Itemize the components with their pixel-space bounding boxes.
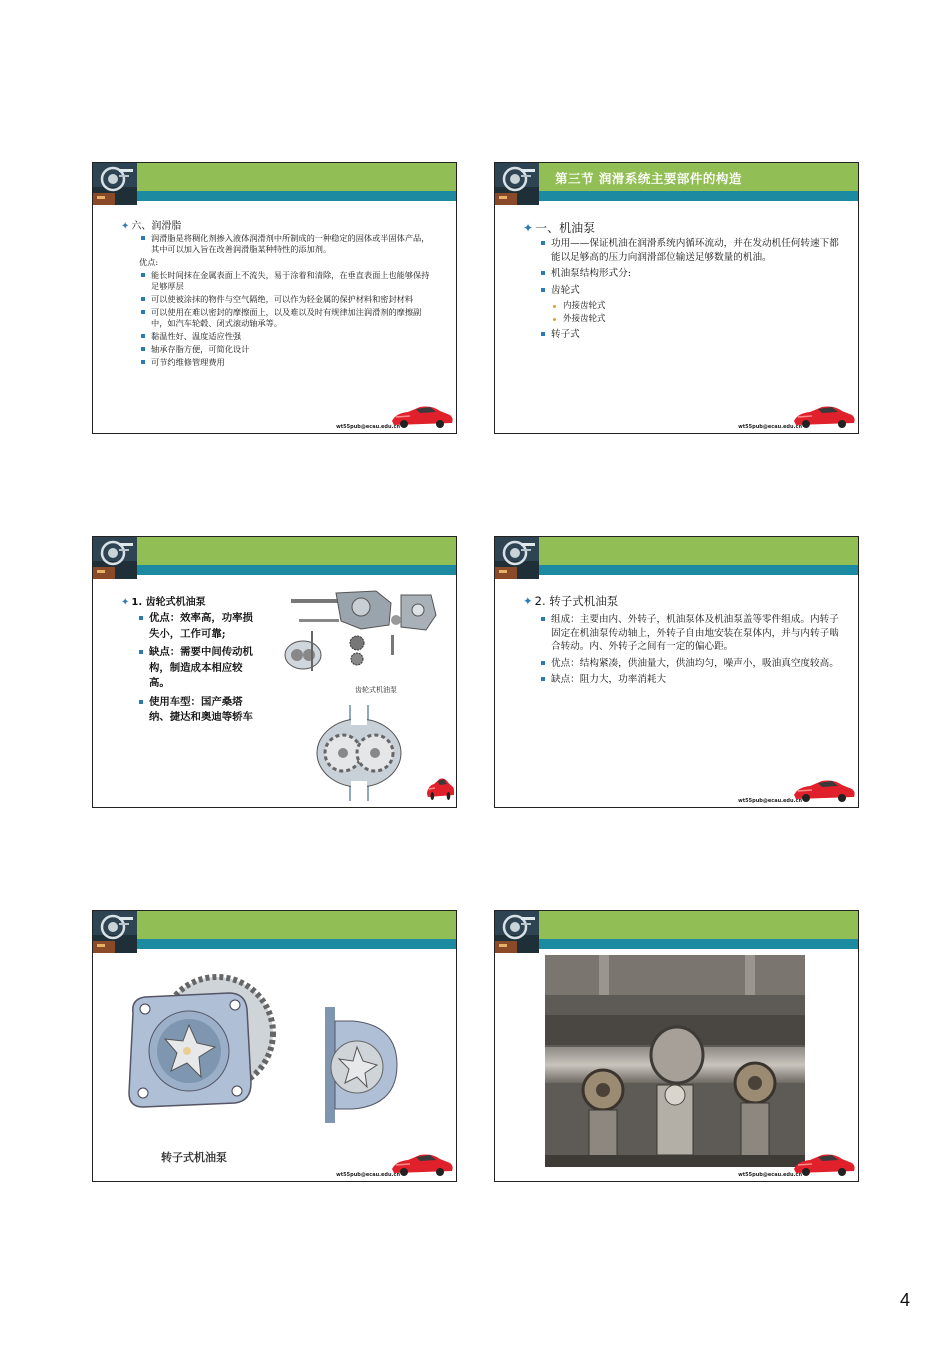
list-item: 黏温性好、温度适应性强: [139, 331, 437, 342]
list-item: 可节约维修管理费用: [139, 357, 437, 368]
header-teal-bar: [539, 939, 858, 949]
heading-text: 六、润滑脂: [131, 221, 182, 232]
rotor-pump-image: [121, 963, 281, 1143]
logo-icon: [93, 163, 137, 205]
content-area: [539, 613, 841, 690]
list-item: 能长时间抹在金属表面上不流失，易于涂着和清除，在垂直表面上也能够保持足够厚层: [139, 270, 437, 292]
content-area: [539, 237, 839, 345]
list-item: 使用车型：国产桑塔纳、捷达和奥迪等轿车: [137, 695, 263, 726]
list-item: 润滑脂是将稠化剂掺入液体润滑剂中所制成的一种稳定的固体或半固体产品，其中可以加入旨在改善润滑脂某种特性的添加剂。: [139, 233, 437, 255]
slide-title: 第三节 润滑系统主要部件的构造: [555, 171, 742, 186]
diamond-bullet-icon: ✦: [121, 221, 130, 232]
list-item: 优点：效率高，功率损失小，工作可靠;: [137, 611, 263, 642]
list-item: 功用——保证机油在润滑系统内循环流动，并在发动机任何转速下都能以足够高的压力向润滑部位输送足够数量的机油。: [539, 237, 839, 264]
list-item: 可以使用在难以密封的摩擦面上，以及难以及时有规律加注润滑剂的摩擦副中，如汽车轮毂、闭式滚动轴承等。: [139, 307, 437, 329]
rotor-pump-section-image: [323, 1007, 403, 1123]
header-teal-bar: [137, 565, 456, 575]
sub-list-item: 内接齿轮式: [549, 300, 839, 313]
engine-valvetrain-photo: [545, 955, 805, 1167]
footer-email: wt55pub@ecau.edu.cn: [336, 424, 400, 430]
header-green-bar: [137, 911, 456, 939]
header-green-bar: [539, 911, 858, 939]
header-green-bar: [137, 537, 456, 565]
slide-5: [92, 910, 457, 1182]
heading-text: 1. 齿轮式机油泵: [131, 597, 206, 608]
car-icon: [792, 775, 856, 803]
logo-icon: [495, 911, 539, 953]
content-area: [137, 611, 263, 729]
heading-text: 2. 转子式机油泵: [534, 594, 619, 608]
car-icon: [390, 401, 454, 429]
slide-header: [93, 163, 456, 205]
car-icon: [792, 1149, 856, 1177]
sub-list-item: 外接齿轮式: [549, 313, 839, 326]
car-icon: [792, 401, 856, 429]
header-teal-bar: [539, 565, 858, 575]
slide-header: [93, 537, 456, 579]
page-number: 4: [899, 1290, 910, 1310]
slide-heading: [121, 217, 181, 232]
footer-email: wt55pub@ecau.edu.cn: [738, 1172, 802, 1178]
figure-caption: 齿轮式机油泵: [355, 686, 397, 694]
logo-icon: [93, 537, 137, 579]
list-item: 缺点：需要中间传动机构，制造成本相应较高。: [137, 645, 263, 692]
car-icon: [426, 773, 454, 803]
heading-text: 一、机油泵: [535, 221, 596, 235]
diamond-bullet-icon: ✦: [121, 597, 130, 608]
car-icon: [390, 1149, 454, 1177]
slide-header: [495, 163, 858, 205]
list-item: 转子式: [539, 328, 839, 342]
header-teal-bar: [539, 191, 858, 201]
list-item: 齿轮式: [539, 284, 839, 298]
list-item: 机油泵结构形式分:: [539, 267, 839, 281]
slide-2: [494, 162, 859, 434]
slide-header: [495, 537, 858, 579]
adv-label: 优点:: [139, 257, 159, 267]
slide-heading: [523, 593, 618, 609]
slide-header: [495, 911, 858, 953]
logo-icon: [495, 537, 539, 579]
diamond-bullet-icon: ✦: [523, 594, 533, 608]
footer-email: wt55pub@ecau.edu.cn: [336, 1172, 400, 1178]
slide-6: [494, 910, 859, 1182]
gear-pump-exploded-image: [281, 585, 446, 695]
gear-pump-section-image: [315, 705, 403, 801]
slide-4: [494, 536, 859, 808]
slide-heading: [523, 219, 595, 236]
content-area: [139, 233, 437, 370]
list-item: 可以使被涂抹的物件与空气隔绝，可以作为轻金属的保护材料和密封材料: [139, 294, 437, 305]
figure-caption: 转子式机油泵: [161, 1151, 227, 1164]
slide-1: [92, 162, 457, 434]
footer-email: wt55pub@ecau.edu.cn: [738, 798, 802, 804]
list-item: 轴承存脂方便，可简化设计: [139, 344, 437, 355]
list-item: 组成：主要由内、外转子，机油泵体及机油泵盖等零件组成。内转子固定在机油泵传动轴上，外转子自由地安装在泵体内，并与内转子啮合转动。内、外转子之间有一定的偏心距。: [539, 613, 841, 654]
diamond-bullet-icon: ✦: [523, 221, 534, 235]
header-green-bar: [539, 537, 858, 565]
header-teal-bar: [137, 939, 456, 949]
list-item: 优点：结构紧凑，供油量大，供油均匀，噪声小，吸油真空度较高。: [539, 657, 841, 671]
header-green-bar: [137, 163, 456, 191]
logo-icon: [495, 163, 539, 205]
header-teal-bar: [137, 191, 456, 201]
slide-3: [92, 536, 457, 808]
footer-email: wt55pub@ecau.edu.cn: [738, 424, 802, 430]
logo-icon: [93, 911, 137, 953]
slide-header: [93, 911, 456, 953]
slide-heading: [121, 593, 206, 608]
list-item: 缺点：阻力大，功率消耗大: [539, 673, 841, 687]
